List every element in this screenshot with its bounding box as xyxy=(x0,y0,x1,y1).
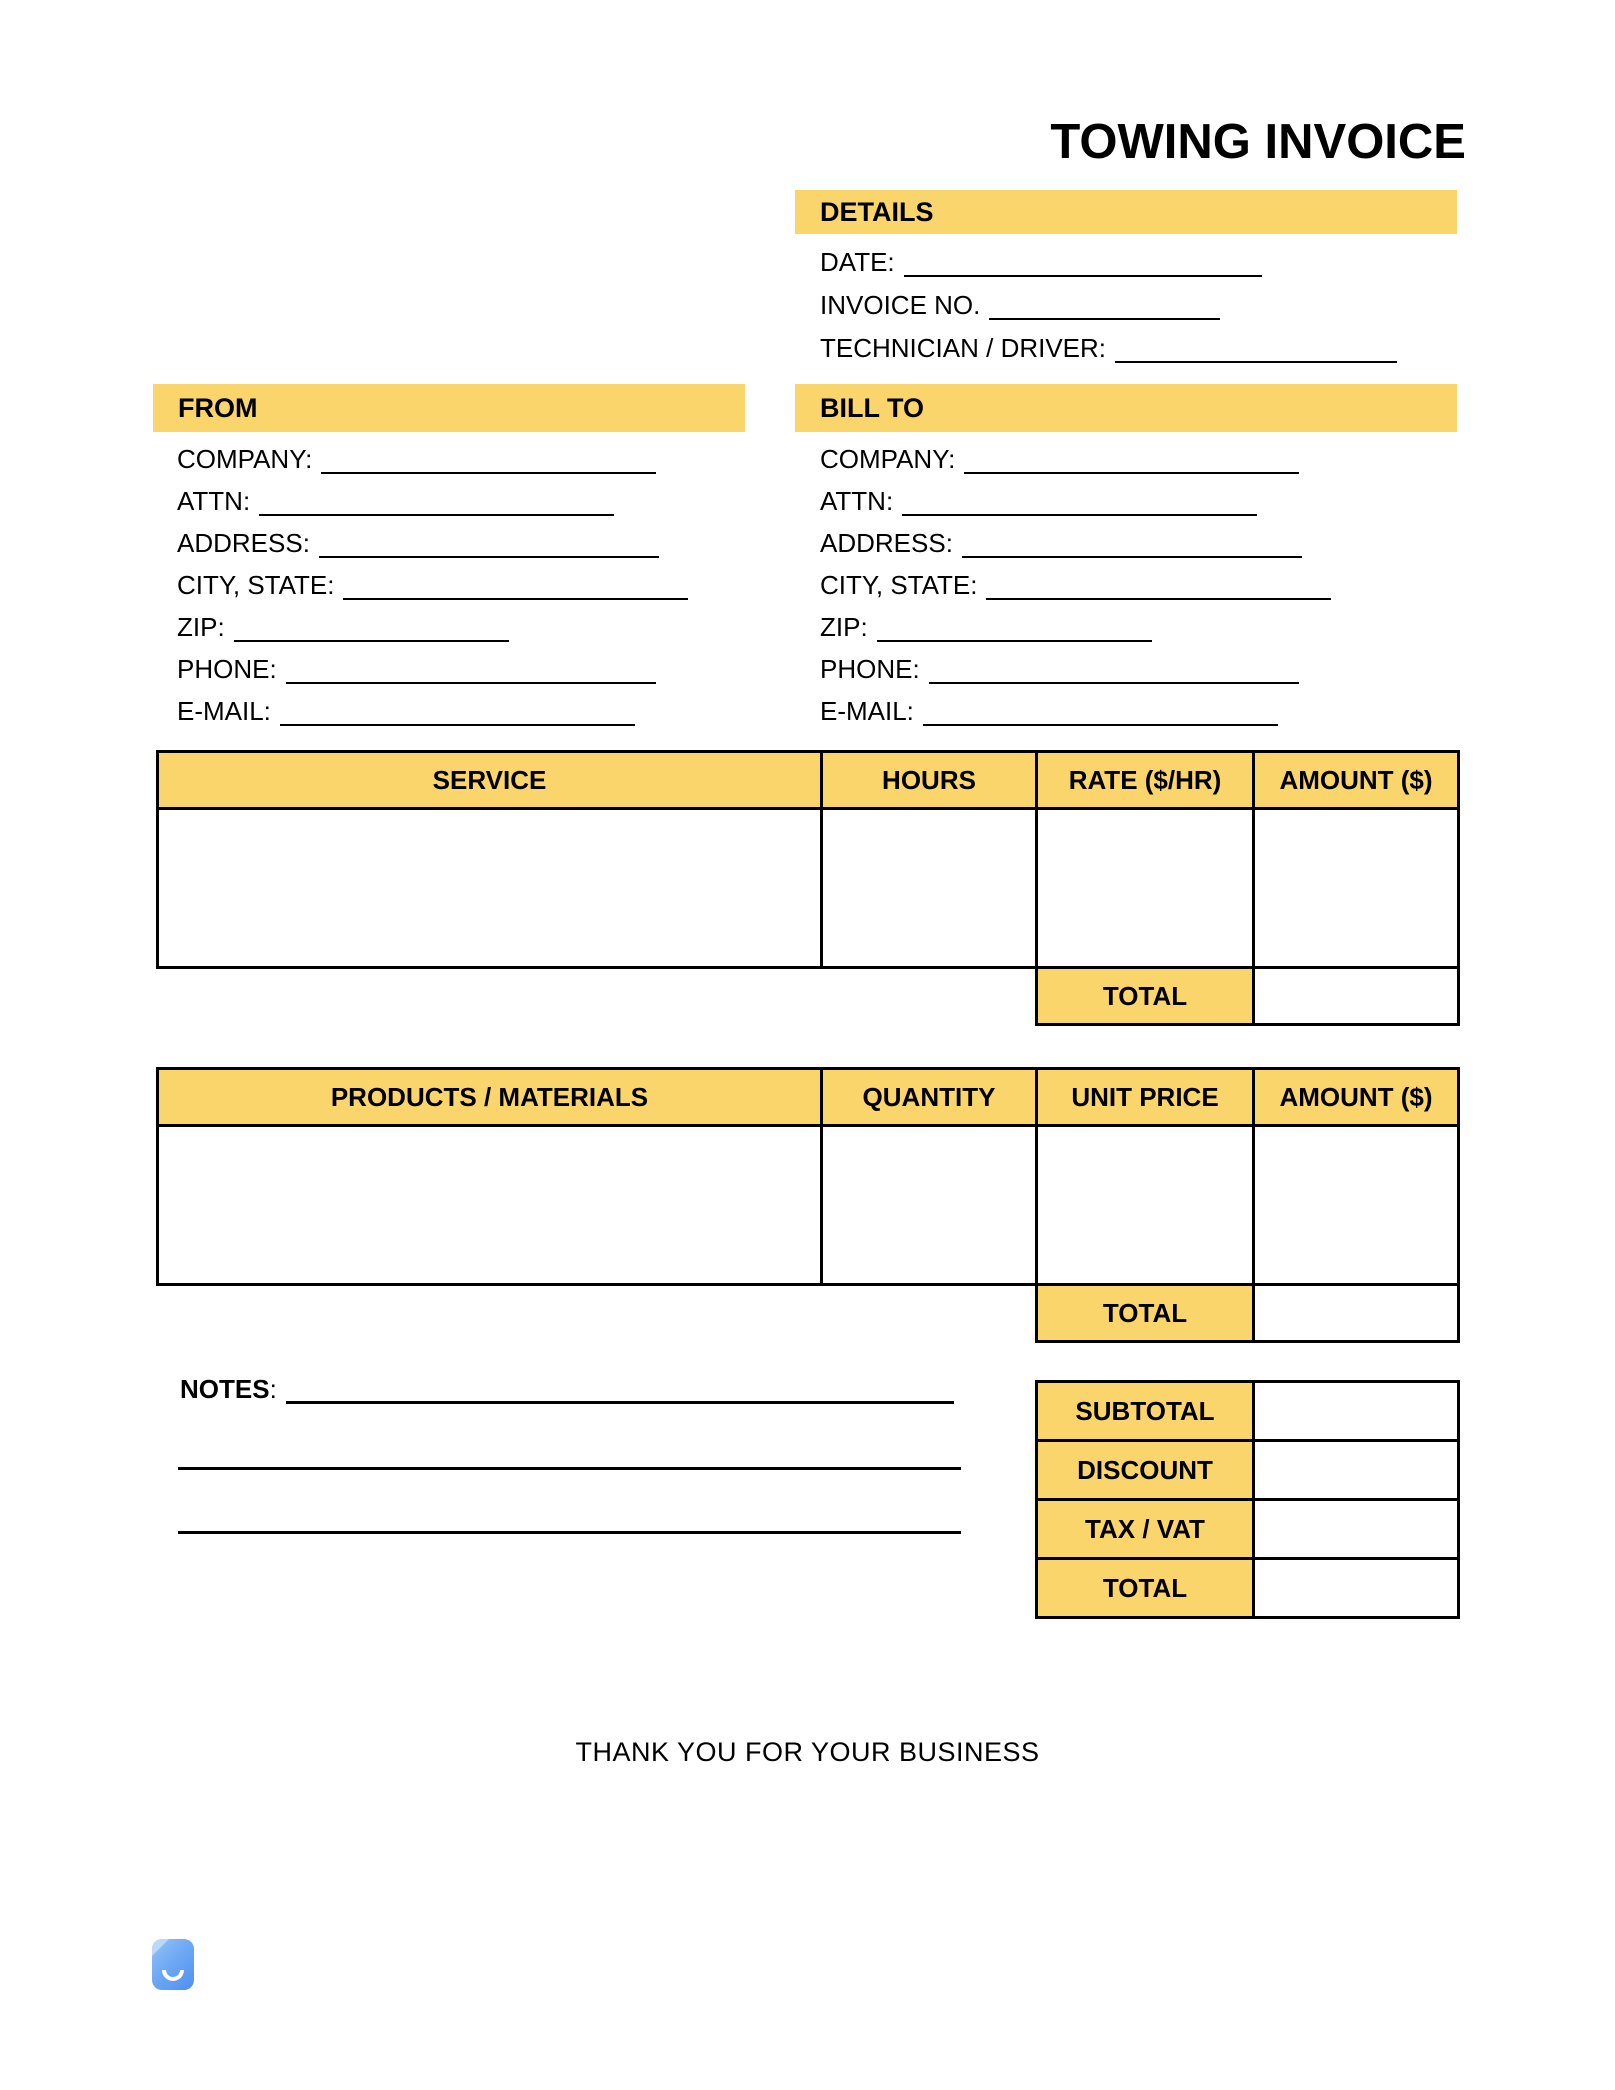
products-total-spacer xyxy=(158,1285,1037,1342)
field-row-date xyxy=(820,241,1397,284)
products-amount-cell[interactable] xyxy=(1254,1126,1459,1285)
bill-to-phone-label: PHONE: xyxy=(820,654,920,684)
amount-col-header: AMOUNT ($) xyxy=(1254,752,1459,809)
service-col-header: SERVICE xyxy=(158,752,822,809)
service-total-row xyxy=(158,968,1459,1025)
from-row-address xyxy=(177,522,688,564)
technician-driver-label: TECHNICIAN / DRIVER: xyxy=(820,333,1107,363)
quantity-col-header: QUANTITY xyxy=(822,1069,1037,1126)
details-header: DETAILS xyxy=(820,196,934,227)
from-zip-label: ZIP: xyxy=(177,612,225,642)
summary-row-subtotal xyxy=(1037,1382,1459,1441)
products-total-row xyxy=(158,1285,1459,1342)
logo-smile-icon xyxy=(162,1970,184,1981)
bill-to-zip-label: ZIP: xyxy=(820,612,868,642)
products-table xyxy=(156,1067,1460,1343)
summary-table xyxy=(1035,1380,1460,1619)
bill-to-row-address xyxy=(820,522,1331,564)
tax-vat-value[interactable] xyxy=(1254,1500,1459,1559)
from-row-attn xyxy=(177,480,688,522)
service-header-row xyxy=(158,752,1459,809)
bill-to-city-state-input-line[interactable] xyxy=(986,596,1331,600)
from-row-city-state xyxy=(177,564,688,606)
page-title: TOWING INVOICE xyxy=(1050,115,1466,169)
service-table xyxy=(156,750,1460,1026)
bill-to-row-email xyxy=(820,690,1331,732)
notes-line-1[interactable] xyxy=(286,1399,954,1404)
bill-to-header: BILL TO xyxy=(820,392,925,423)
invoice-no-input-line[interactable] xyxy=(989,316,1220,320)
notes-line-3[interactable] xyxy=(178,1531,961,1534)
bill-to-zip-input-line[interactable] xyxy=(877,638,1152,642)
details-section-band xyxy=(795,190,1457,234)
products-total-value[interactable] xyxy=(1254,1285,1459,1342)
service-cell[interactable] xyxy=(158,809,822,968)
from-phone-input-line[interactable] xyxy=(286,680,656,684)
hours-col-header: HOURS xyxy=(822,752,1037,809)
products-header-row xyxy=(158,1069,1459,1126)
discount-label: DISCOUNT xyxy=(1037,1441,1254,1500)
bill-to-section-band xyxy=(795,384,1457,432)
date-input-line[interactable] xyxy=(904,273,1262,277)
grand-total-value[interactable] xyxy=(1254,1559,1459,1618)
rate-cell[interactable] xyxy=(1037,809,1254,968)
bill-to-phone-input-line[interactable] xyxy=(929,680,1299,684)
subtotal-label: SUBTOTAL xyxy=(1037,1382,1254,1441)
rate-col-header: RATE ($/HR) xyxy=(1037,752,1254,809)
bill-to-email-input-line[interactable] xyxy=(923,722,1278,726)
quantity-cell[interactable] xyxy=(822,1126,1037,1285)
from-email-label: E-MAIL: xyxy=(177,696,271,726)
field-row-invoice-no xyxy=(820,284,1397,327)
bill-to-attn-label: ATTN: xyxy=(820,486,894,516)
bill-to-attn-input-line[interactable] xyxy=(902,512,1257,516)
tax-vat-label: TAX / VAT xyxy=(1037,1500,1254,1559)
products-amount-col-header: AMOUNT ($) xyxy=(1254,1069,1459,1126)
from-address-input-line[interactable] xyxy=(319,554,659,558)
date-label: DATE: xyxy=(820,247,895,277)
thank-you-message: THANK YOU FOR YOUR BUSINESS xyxy=(575,1737,1040,1767)
bill-to-email-label: E-MAIL: xyxy=(820,696,914,726)
service-total-label: TOTAL xyxy=(1037,968,1254,1025)
bill-to-address-label: ADDRESS: xyxy=(820,528,953,558)
notes-colon: : xyxy=(269,1374,277,1404)
field-row-technician-driver xyxy=(820,327,1397,370)
from-section-band xyxy=(153,384,745,432)
products-col-header: PRODUCTS / MATERIALS xyxy=(158,1069,822,1126)
service-total-value[interactable] xyxy=(1254,968,1459,1025)
brand-logo xyxy=(152,1939,194,1990)
grand-total-label: TOTAL xyxy=(1037,1559,1254,1618)
from-city-state-label: CITY, STATE: xyxy=(177,570,335,600)
bill-to-row-zip xyxy=(820,606,1331,648)
hours-cell[interactable] xyxy=(822,809,1037,968)
products-total-label: TOTAL xyxy=(1037,1285,1254,1342)
bill-to-row-city-state xyxy=(820,564,1331,606)
from-address-label: ADDRESS: xyxy=(177,528,310,558)
bill-to-company-label: COMPANY: xyxy=(820,444,956,474)
from-email-input-line[interactable] xyxy=(280,722,635,726)
bill-to-address-input-line[interactable] xyxy=(962,554,1302,558)
from-fields xyxy=(177,438,688,732)
technician-driver-input-line[interactable] xyxy=(1115,359,1397,363)
summary-row-total xyxy=(1037,1559,1459,1618)
details-fields xyxy=(820,241,1397,370)
from-row-zip xyxy=(177,606,688,648)
from-attn-label: ATTN: xyxy=(177,486,251,516)
notes-row xyxy=(180,1372,954,1406)
bill-to-fields xyxy=(820,438,1331,732)
from-row-email xyxy=(177,690,688,732)
discount-value[interactable] xyxy=(1254,1441,1459,1500)
summary-row-tax-vat xyxy=(1037,1500,1459,1559)
from-row-company xyxy=(177,438,688,480)
from-zip-input-line[interactable] xyxy=(234,638,509,642)
unit-price-col-header: UNIT PRICE xyxy=(1037,1069,1254,1126)
summary-row-discount xyxy=(1037,1441,1459,1500)
bill-to-row-phone xyxy=(820,648,1331,690)
from-company-label: COMPANY: xyxy=(177,444,313,474)
from-city-state-input-line[interactable] xyxy=(343,596,688,600)
from-attn-input-line[interactable] xyxy=(259,512,614,516)
service-body-row xyxy=(158,809,1459,968)
bill-to-row-attn xyxy=(820,480,1331,522)
service-total-spacer xyxy=(158,968,1037,1025)
from-phone-label: PHONE: xyxy=(177,654,277,684)
subtotal-value[interactable] xyxy=(1254,1382,1459,1441)
notes-label: NOTES xyxy=(180,1374,270,1404)
bill-to-company-input-line[interactable] xyxy=(964,470,1299,474)
from-row-phone xyxy=(177,648,688,690)
logo-page-fold xyxy=(152,1939,169,1956)
bill-to-city-state-label: CITY, STATE: xyxy=(820,570,978,600)
unit-price-cell[interactable] xyxy=(1037,1126,1254,1285)
from-header: FROM xyxy=(178,392,258,423)
products-body-row xyxy=(158,1126,1459,1285)
amount-cell[interactable] xyxy=(1254,809,1459,968)
invoice-no-label: INVOICE NO. xyxy=(820,290,981,320)
bill-to-row-company xyxy=(820,438,1331,480)
from-company-input-line[interactable] xyxy=(321,470,656,474)
notes-line-2[interactable] xyxy=(178,1467,961,1470)
product-cell[interactable] xyxy=(158,1126,822,1285)
